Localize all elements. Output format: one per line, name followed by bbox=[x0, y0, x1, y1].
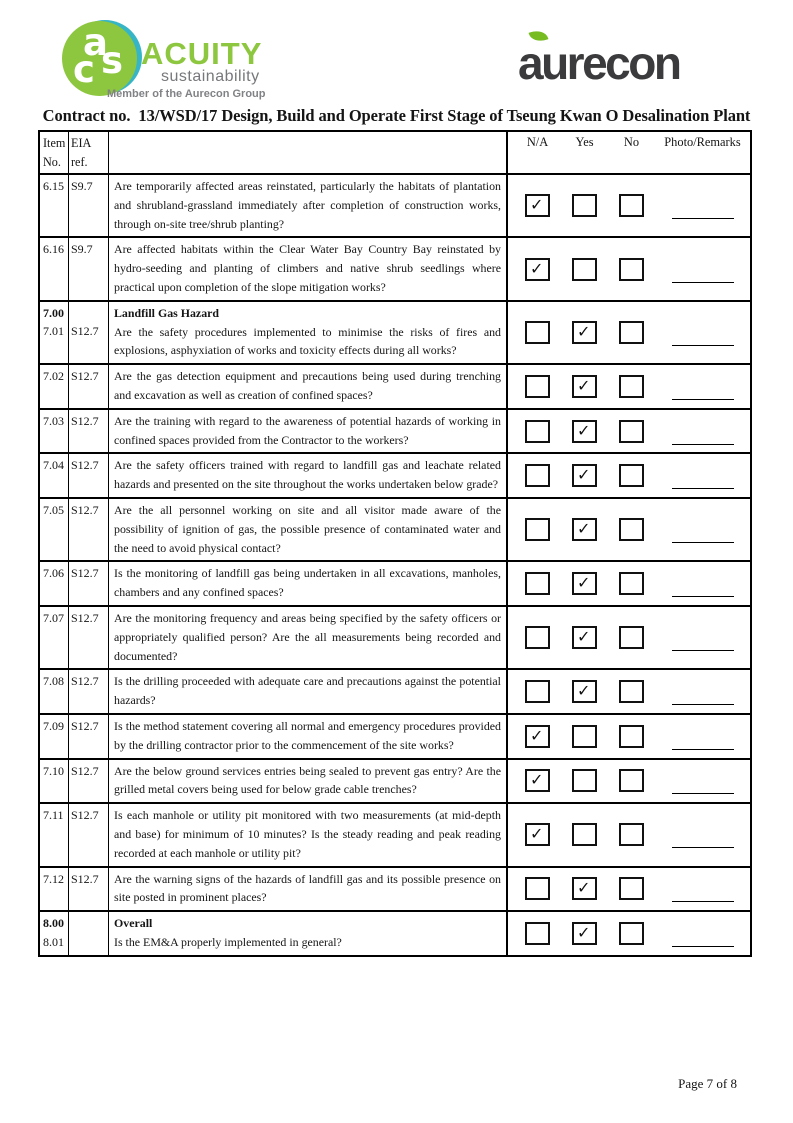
question-cell bbox=[109, 302, 508, 363]
answer-cell bbox=[508, 175, 750, 236]
answer-cell bbox=[508, 912, 750, 955]
checkmark-icon: ✓ bbox=[577, 375, 591, 395]
answer-cell bbox=[508, 607, 750, 668]
checkbox-na[interactable] bbox=[525, 823, 550, 846]
eia-cell bbox=[69, 804, 109, 865]
item-number: 7.09 bbox=[43, 718, 64, 733]
eia-ref: S12.7 bbox=[71, 458, 99, 473]
checkbox-no[interactable] bbox=[619, 769, 644, 792]
eia-cell bbox=[69, 868, 109, 911]
question-text: Is the EM&A properly implemented in general? bbox=[114, 934, 342, 949]
page-number: Page 7 of 8 bbox=[678, 1076, 737, 1091]
remarks-line[interactable] bbox=[672, 596, 734, 597]
header-photo-remarks: Photo/Remarks bbox=[664, 135, 741, 149]
checkbox-na[interactable] bbox=[525, 375, 550, 398]
eia-ref: S12.7 bbox=[71, 413, 99, 428]
checkbox-na[interactable] bbox=[525, 518, 550, 541]
checkmark-icon: ✓ bbox=[577, 321, 591, 341]
aurecon-wordmark: aurecon bbox=[518, 37, 680, 89]
header-item-line1: Item bbox=[43, 136, 66, 150]
checkbox-yes[interactable] bbox=[572, 518, 597, 541]
answer-cell bbox=[508, 715, 750, 758]
section-title: Overall bbox=[114, 916, 153, 931]
eia-cell bbox=[69, 670, 109, 713]
checkbox-no[interactable] bbox=[619, 680, 644, 703]
question-text: Are the warning signs of the hazards of landfill gas and its possible presence on site posted in prominent places? bbox=[114, 871, 501, 905]
checkbox-yes[interactable] bbox=[572, 823, 597, 846]
checkbox-na[interactable] bbox=[525, 321, 550, 344]
header-answer-columns bbox=[508, 132, 750, 173]
checkbox-no[interactable] bbox=[619, 572, 644, 595]
question-text: Is the method statement covering all normal and emergency procedures provided by the drilling contractor prior to the commencement of the site works? bbox=[114, 718, 501, 752]
checkbox-na[interactable] bbox=[525, 258, 550, 281]
question-cell bbox=[109, 804, 508, 865]
question-cell bbox=[109, 365, 508, 408]
question-cell bbox=[109, 607, 508, 668]
question-text: Are the below ground services entries being sealed to prevent gas entry? Are the grilled metal covers being used for below grade cable trenches? bbox=[114, 763, 501, 797]
checkbox-na[interactable] bbox=[525, 877, 550, 900]
question-cell bbox=[109, 562, 508, 605]
eia-cell bbox=[69, 499, 109, 560]
monogram-letter-s: s bbox=[101, 39, 124, 82]
checkbox-no[interactable] bbox=[619, 321, 644, 344]
item-number: 8.01 bbox=[43, 934, 64, 949]
item-cell bbox=[40, 302, 69, 363]
eia-ref: S12.7 bbox=[71, 324, 99, 339]
checkmark-icon: ✓ bbox=[530, 195, 544, 215]
answer-cell bbox=[508, 499, 750, 560]
table-row bbox=[40, 302, 750, 365]
header-item-no bbox=[40, 132, 69, 173]
checkbox-no[interactable] bbox=[619, 258, 644, 281]
eia-spacer bbox=[71, 914, 107, 933]
question-text: Are the gas detection equipment and precautions being used during trenching and excavation as well as creation of confined spaces? bbox=[114, 369, 501, 402]
item-cell bbox=[40, 175, 69, 236]
question-text: Is the monitoring of landfill gas being undertaken in all excavations, manholes, chambers and any confined spaces? bbox=[114, 566, 501, 600]
answer-cell bbox=[508, 868, 750, 911]
checkbox-yes[interactable] bbox=[572, 572, 597, 595]
eia-ref: S12.7 bbox=[71, 763, 99, 778]
acuity-wordmark: ACUITY bbox=[141, 36, 263, 71]
eia-ref: S12.7 bbox=[71, 369, 99, 384]
item-number: 7.03 bbox=[43, 413, 64, 428]
eia-ref: S12.7 bbox=[71, 871, 99, 886]
question-cell bbox=[109, 238, 508, 299]
eia-ref: S12.7 bbox=[71, 610, 99, 625]
checkmark-icon: ✓ bbox=[577, 519, 591, 539]
document-title: Contract no. 13/WSD/17 Design, Build and Operate First Stage of Tseung Kwan O Desalination Plant bbox=[42, 106, 751, 125]
acuity-tagline: Member of the Aurecon Group bbox=[107, 88, 266, 100]
answer-cell bbox=[508, 302, 750, 363]
acuity-subtitle: sustainability bbox=[161, 68, 260, 85]
item-cell bbox=[40, 499, 69, 560]
checkbox-yes[interactable] bbox=[572, 258, 597, 281]
question-text: Is each manhole or utility pit monitored with two measurements (at mid-depth and base) for minimum of 10 minutes? Is the steady reading and peak reading recorded at each manhole or utility pit? bbox=[114, 808, 501, 860]
item-cell bbox=[40, 607, 69, 668]
table-row bbox=[40, 499, 750, 562]
checklist-table bbox=[38, 130, 752, 957]
remarks-line[interactable] bbox=[672, 345, 734, 346]
checkbox-no[interactable] bbox=[619, 518, 644, 541]
table-row bbox=[40, 238, 750, 301]
checkmark-icon: ✓ bbox=[530, 824, 544, 844]
checkbox-na[interactable] bbox=[525, 420, 550, 443]
header-no: No bbox=[623, 135, 640, 149]
table-row bbox=[40, 410, 750, 455]
remarks-line[interactable] bbox=[672, 218, 734, 219]
answer-cell bbox=[508, 365, 750, 408]
checkbox-no[interactable] bbox=[619, 626, 644, 649]
monogram-letter-a: a bbox=[83, 21, 108, 64]
item-cell bbox=[40, 804, 69, 865]
checkbox-yes[interactable] bbox=[572, 375, 597, 398]
eia-ref: S12.7 bbox=[71, 718, 99, 733]
item-cell bbox=[40, 670, 69, 713]
checkbox-no[interactable] bbox=[619, 823, 644, 846]
question-cell bbox=[109, 410, 508, 453]
item-cell bbox=[40, 868, 69, 911]
eia-cell bbox=[69, 454, 109, 497]
acs-letters bbox=[58, 18, 138, 98]
eia-cell bbox=[69, 175, 109, 236]
question-cell bbox=[109, 454, 508, 497]
checkbox-yes[interactable] bbox=[572, 680, 597, 703]
remarks-line[interactable] bbox=[672, 847, 734, 848]
remarks-line[interactable] bbox=[672, 542, 734, 543]
eia-cell bbox=[69, 562, 109, 605]
checkbox-yes[interactable] bbox=[572, 877, 597, 900]
remarks-line[interactable] bbox=[672, 749, 734, 750]
item-cell bbox=[40, 238, 69, 299]
question-cell bbox=[109, 715, 508, 758]
table-row bbox=[40, 454, 750, 499]
item-cell bbox=[40, 760, 69, 803]
checkbox-yes[interactable] bbox=[572, 725, 597, 748]
question-cell bbox=[109, 912, 508, 955]
table-row bbox=[40, 804, 750, 867]
checkbox-na[interactable] bbox=[525, 922, 550, 945]
checkbox-yes[interactable] bbox=[572, 464, 597, 487]
header-question bbox=[109, 132, 508, 173]
checkmark-icon: ✓ bbox=[530, 725, 544, 745]
table-row bbox=[40, 175, 750, 238]
remarks-line[interactable] bbox=[672, 704, 734, 705]
eia-cell bbox=[69, 912, 109, 955]
eia-ref: S12.7 bbox=[71, 502, 99, 517]
eia-ref: S12.7 bbox=[71, 566, 99, 581]
eia-cell bbox=[69, 410, 109, 453]
checkbox-na[interactable] bbox=[525, 680, 550, 703]
table-row bbox=[40, 868, 750, 913]
checkbox-na[interactable] bbox=[525, 572, 550, 595]
remarks-line[interactable] bbox=[672, 399, 734, 400]
eia-spacer bbox=[71, 304, 107, 323]
header-yes: Yes bbox=[575, 135, 594, 149]
answer-cell bbox=[508, 410, 750, 453]
item-number: 7.08 bbox=[43, 674, 64, 689]
header-item-line2: No. bbox=[43, 154, 61, 169]
question-cell bbox=[109, 499, 508, 560]
item-cell bbox=[40, 454, 69, 497]
checkbox-na[interactable] bbox=[525, 194, 550, 217]
eia-ref: S9.7 bbox=[71, 242, 93, 257]
remarks-line[interactable] bbox=[672, 488, 734, 489]
checkmark-icon: ✓ bbox=[577, 922, 591, 942]
eia-cell bbox=[69, 302, 109, 363]
eia-ref: S12.7 bbox=[71, 674, 99, 689]
question-text: Is the drilling proceeded with adequate care and precautions against the potential hazards? bbox=[114, 674, 501, 708]
checkbox-no[interactable] bbox=[619, 922, 644, 945]
item-cell bbox=[40, 562, 69, 605]
checkmark-icon: ✓ bbox=[530, 258, 544, 278]
item-cell bbox=[40, 365, 69, 408]
checkmark-icon: ✓ bbox=[530, 770, 544, 790]
question-text: Are the all personnel working on site and all visitor made aware of the possibility of ignition of gas, the possible presence of contaminated water and the need to avoid physical contact? bbox=[114, 502, 501, 555]
checkbox-na[interactable] bbox=[525, 626, 550, 649]
table-row bbox=[40, 607, 750, 670]
item-number: 7.01 bbox=[43, 324, 64, 339]
question-cell bbox=[109, 670, 508, 713]
item-cell bbox=[40, 410, 69, 453]
eia-cell bbox=[69, 238, 109, 299]
header-na: N/A bbox=[526, 135, 549, 149]
question-text: Are the safety officers trained with regard to landfill gas and leachate related hazards and presented on the site throughout the works undertaken below grade? bbox=[114, 458, 501, 492]
item-number: 7.10 bbox=[43, 763, 64, 778]
checkmark-icon: ✓ bbox=[577, 878, 591, 898]
remarks-line[interactable] bbox=[672, 901, 734, 902]
checkbox-yes[interactable] bbox=[572, 194, 597, 217]
checkbox-yes[interactable] bbox=[572, 420, 597, 443]
checkbox-no[interactable] bbox=[619, 194, 644, 217]
eia-cell bbox=[69, 365, 109, 408]
checkbox-no[interactable] bbox=[619, 725, 644, 748]
remarks-line[interactable] bbox=[672, 444, 734, 445]
eia-cell bbox=[69, 607, 109, 668]
answer-cell bbox=[508, 760, 750, 803]
question-text: Are the training with regard to the awareness of potential hazards of working in confined spaces provided from the Contractor to the workers? bbox=[114, 413, 501, 447]
item-number: 7.07 bbox=[43, 610, 64, 625]
checkbox-na[interactable] bbox=[525, 769, 550, 792]
table-header-row bbox=[40, 132, 750, 175]
table-row bbox=[40, 912, 750, 955]
item-cell bbox=[40, 715, 69, 758]
table-row bbox=[40, 365, 750, 410]
answer-cell bbox=[508, 454, 750, 497]
checkbox-na[interactable] bbox=[525, 464, 550, 487]
checkmark-icon: ✓ bbox=[577, 573, 591, 593]
acuity-logo bbox=[55, 14, 355, 106]
item-number: 7.02 bbox=[43, 369, 64, 384]
table-row bbox=[40, 715, 750, 760]
question-cell bbox=[109, 760, 508, 803]
answer-cell bbox=[508, 562, 750, 605]
checkmark-icon: ✓ bbox=[577, 420, 591, 440]
section-title: Landfill Gas Hazard bbox=[114, 305, 220, 320]
checkbox-yes[interactable] bbox=[572, 769, 597, 792]
checkbox-yes[interactable] bbox=[572, 922, 597, 945]
eia-ref: S12.7 bbox=[71, 808, 99, 823]
eia-cell bbox=[69, 760, 109, 803]
checkbox-no[interactable] bbox=[619, 420, 644, 443]
checkmark-icon: ✓ bbox=[577, 465, 591, 485]
remarks-line[interactable] bbox=[672, 793, 734, 794]
question-text: Are the safety procedures implemented to minimise the risks of fires and explosions, asphyxiation of works and toxicity effects during all works? bbox=[114, 324, 501, 358]
item-number: 6.15 bbox=[43, 179, 64, 193]
table-row bbox=[40, 562, 750, 607]
item-number: 7.11 bbox=[43, 808, 64, 823]
eia-ref: S9.7 bbox=[71, 179, 93, 193]
table-row bbox=[40, 670, 750, 715]
checkbox-yes[interactable] bbox=[572, 626, 597, 649]
section-number: 8.00 bbox=[43, 916, 64, 931]
checkbox-yes[interactable] bbox=[572, 321, 597, 344]
answer-cell bbox=[508, 804, 750, 865]
table-body bbox=[40, 175, 750, 955]
aurecon-logo bbox=[518, 28, 748, 90]
remarks-line[interactable] bbox=[672, 282, 734, 283]
monogram-letter-c: c bbox=[73, 48, 95, 91]
checkmark-icon: ✓ bbox=[577, 627, 591, 647]
answer-cell bbox=[508, 238, 750, 299]
item-number: 7.05 bbox=[43, 502, 64, 517]
section-number: 7.00 bbox=[43, 305, 64, 320]
item-number: 6.16 bbox=[43, 242, 64, 257]
question-text: Are the monitoring frequency and areas being specified by the safety officers or appropriately qualified person? Are the all measurements being recorded and documented? bbox=[114, 610, 501, 663]
checkbox-na[interactable] bbox=[525, 725, 550, 748]
acs-monogram-icon bbox=[58, 18, 138, 98]
item-number: 7.06 bbox=[43, 566, 64, 581]
item-cell bbox=[40, 912, 69, 955]
checkbox-no[interactable] bbox=[619, 464, 644, 487]
eia-cell bbox=[69, 715, 109, 758]
answer-cell bbox=[508, 670, 750, 713]
item-number: 7.12 bbox=[43, 871, 64, 886]
question-cell bbox=[109, 175, 508, 236]
remarks-line[interactable] bbox=[672, 946, 734, 947]
question-text: Are affected habitats within the Clear Water Bay Country Bay reinstated by hydro-seeding and planting of climbers and native shrub seedlings where practical upon completion of the slope mitigation works? bbox=[114, 242, 501, 294]
table-row bbox=[40, 760, 750, 805]
remarks-line[interactable] bbox=[672, 650, 734, 651]
question-cell bbox=[109, 868, 508, 911]
header-eia-ref: EIA ref. bbox=[69, 132, 109, 173]
checkbox-no[interactable] bbox=[619, 877, 644, 900]
item-number: 7.04 bbox=[43, 458, 64, 473]
question-text: Are temporarily affected areas reinstated, particularly the habitats of plantation and shrubland-grassland immediately after completion of construction works, through on-site tree/shrub planting? bbox=[114, 179, 501, 231]
checkmark-icon: ✓ bbox=[577, 681, 591, 701]
checkbox-no[interactable] bbox=[619, 375, 644, 398]
